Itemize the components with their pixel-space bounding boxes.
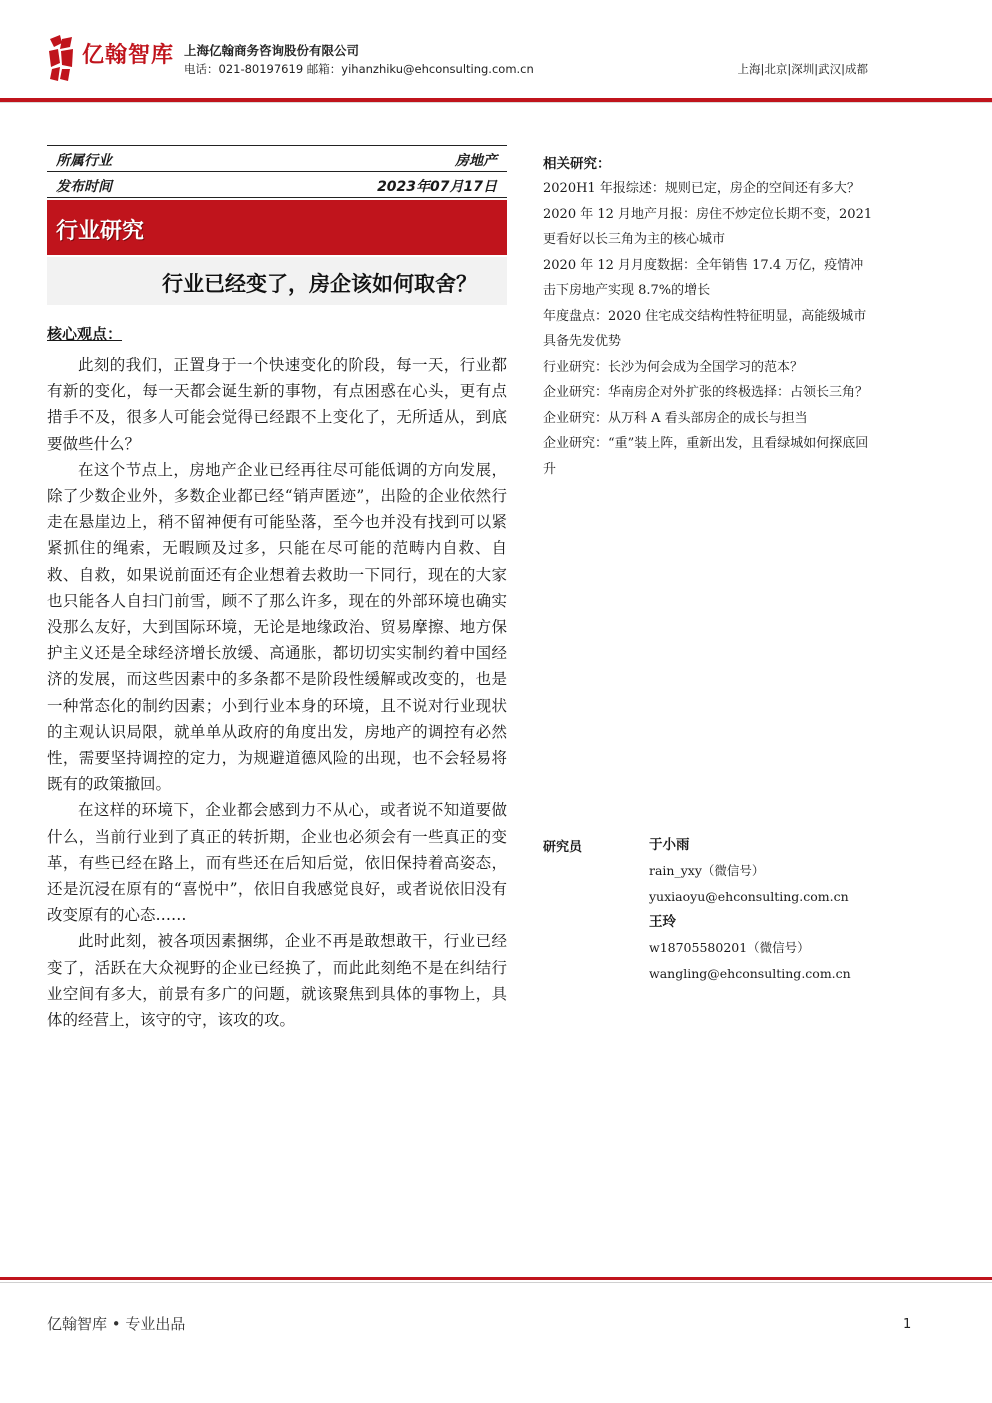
footer-divider-shadow: [0, 1282, 992, 1283]
report-title: 行业已经变了，房企该如何取舍？: [162, 272, 477, 296]
analyst-card: [649, 833, 849, 910]
core-paragraph: 在这个节点上，房地产企业已经再往尽可能低调的方向发展，除了少数企业外，多数企业都已经“销声匿迹”，出险的企业依然行走在悬崖边上，稍不留神便有可能坠落，至今也并没有找到可以紧紧抓住的绳索，无暇顾及过多，只能在尽可能的范畴内自救、自救、自救，如果说前面还有企业想着去救助一下同行，现在的大家也只能各人自扫门前雪，顾不了那么许多，现在的外部环境也确实没那么友好，大到国际环境，无论是地缘政治、贸易摩擦、地方保护主义还是全球经济增长放缓、高通胀，都切切实实制约着中国经济的发展，而这些因素中的多条都不是阶段性缓解或改变的，也是一种常态化的制约因素；小到行业本身的环境，且不说对行业现状的主观认识局限，就单单从政府的角度出发，房地产的调控有必然性，需要坚持调控的定力，为规避道德风险的出现，也不会轻易将既有的政策撤回。: [47, 460, 507, 794]
related-item[interactable]: 企业研究：从万科 A 看头部房企的成长与担当: [543, 410, 808, 426]
category-title: 行业研究: [56, 219, 145, 244]
related-item[interactable]: 2020 年 12 月月度数据：全年销售 17.4 万亿，疫情冲击下房地产实现 8.7%的增长: [543, 257, 864, 298]
analyst-card: [649, 910, 851, 987]
related-item[interactable]: 年度盘点：2020 住宅成交结构性特征明显，高能级城市具备先发优势: [543, 308, 867, 349]
meta-top-rule: [47, 145, 507, 146]
footer-text: 亿翰智库 • 专业出品: [47, 1315, 186, 1333]
core-paragraph: 此刻的我们，正置身于一个快速变化的阶段，每一天，行业都有新的变化，每一天都会诞生新的事物，有点困惑在心头，更有点措手不及，很多人可能会觉得已经跟不上变化了，无所适从，到底要做些什么？: [47, 356, 507, 453]
meta-bottom-rule: [47, 197, 507, 198]
analyst-wechat: rain_yxy（微信号）: [649, 863, 765, 878]
related-list: [543, 176, 873, 482]
analyst-email[interactable]: yuxiaoyu@ehconsulting.com.cn: [649, 889, 849, 904]
header-divider-shadow: [0, 102, 992, 103]
related-item[interactable]: 2020H1 年报综述：规则已定，房企的空间还有多大？: [543, 181, 860, 196]
footer-divider: [0, 1277, 992, 1280]
core-body: [47, 352, 507, 1033]
related-heading: 相关研究：: [543, 156, 611, 172]
date-value: 2023年07月17日: [377, 179, 497, 195]
core-heading: 核心观点：: [47, 325, 123, 343]
related-item[interactable]: 2020 年 12 月地产月报：房住不炒定位长期不变，2021 更看好以长三角为主的核心城市: [543, 206, 873, 247]
related-item[interactable]: 企业研究：华南房企对外扩张的终极选择：占领长三角？: [543, 385, 869, 400]
industry-label: 所属行业: [56, 153, 112, 169]
office-cities: 上海|北京|深圳|武汉|成都: [737, 62, 868, 76]
core-paragraph: 此时此刻，被各项因素捆绑，企业不再是敢想敢干，行业已经变了，活跃在大众视野的企业已经换了，而此此刻绝不是在纠结行业空间有多大，前景有多广的问题，就该聚焦到具体的事物上，具体的经营上，该守的守，该攻的攻。: [47, 932, 507, 1030]
company-contact: 电话：021-80197619 邮箱：yihanzhiku@ehconsulting.com.cn: [184, 62, 534, 76]
analyst-email[interactable]: wangling@ehconsulting.com.cn: [649, 966, 851, 981]
company-name: 上海亿翰商务咨询股份有限公司: [184, 43, 360, 58]
logo-text: 亿翰智库: [82, 43, 175, 68]
page-number: 1: [903, 1317, 912, 1332]
related-item[interactable]: 行业研究：长沙为何会成为全国学习的范本？: [543, 359, 804, 375]
analyst-name: 于小雨: [649, 837, 690, 853]
researcher-label: 研究员: [543, 840, 583, 855]
logo-mark-icon: [46, 33, 76, 83]
core-paragraph: 在这样的环境下，企业都会感到力不从心，或者说不知道要做什么，当前行业到了真正的转折期，企业也必须会有一些真正的变革，有些已经在路上，而有些还在后知后觉，依旧保持着高姿态，还是沉浸在原有的“喜悦中”，依旧自我感觉良好，或者说依旧没有改变原有的心态……: [47, 801, 507, 925]
date-label: 发布时间: [56, 179, 112, 195]
analyst-name: 王玲: [649, 914, 676, 930]
industry-value: 房地产: [455, 153, 497, 169]
related-item[interactable]: 企业研究：“重”装上阵，重新出发，且看绿城如何探底回升: [543, 436, 869, 477]
meta-mid-rule: [47, 171, 507, 172]
analyst-wechat: w18705580201（微信号）: [649, 940, 810, 955]
